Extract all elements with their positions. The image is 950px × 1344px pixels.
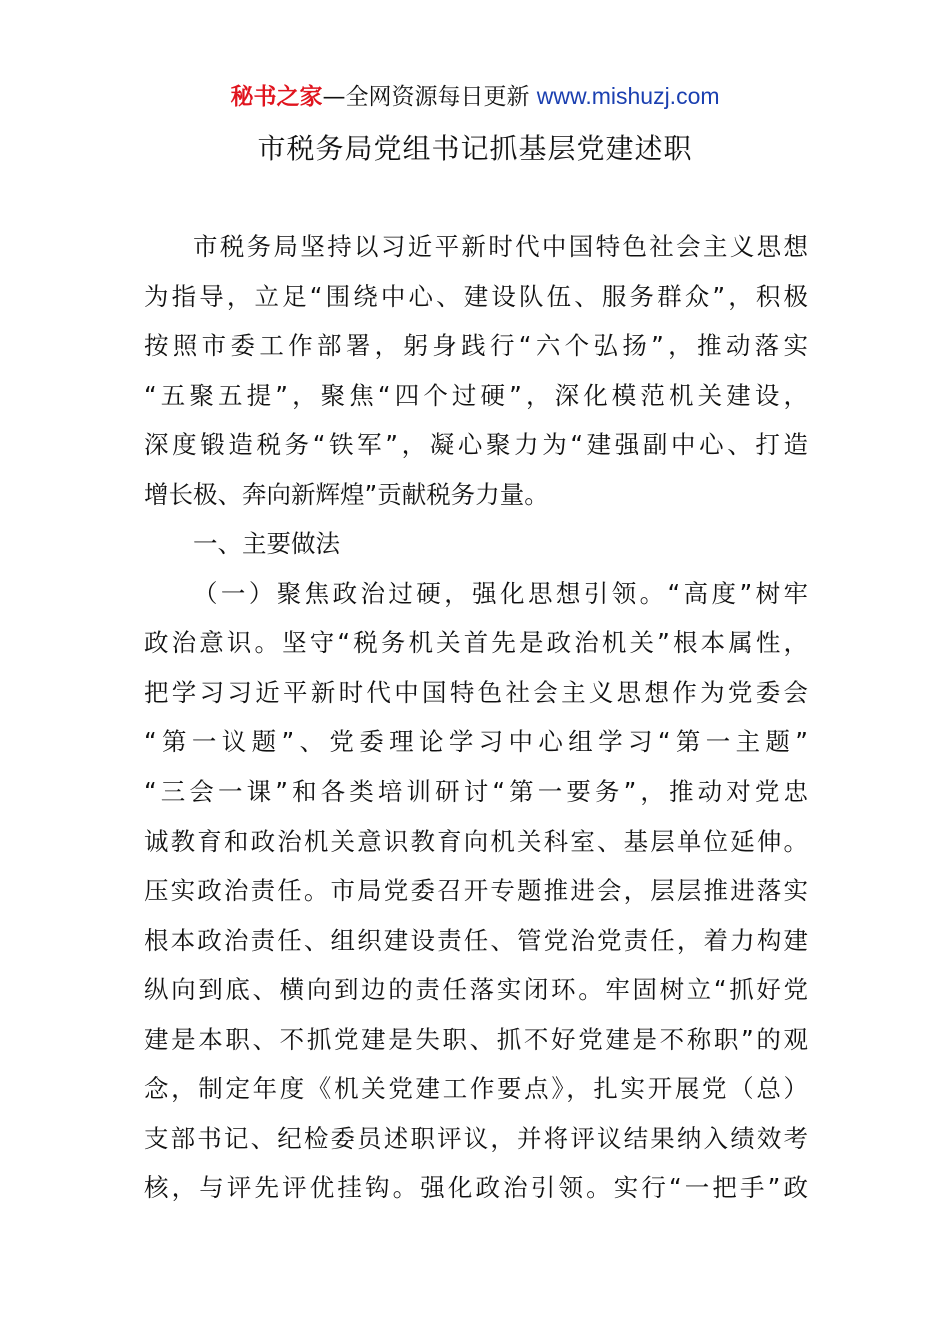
- body-line: 增长极、奔向新辉煌”贡献税务力量。: [144, 479, 549, 509]
- document-body: [144, 222, 808, 1213]
- subsection-heading-line: （一）聚焦政治过硬，强化思想引领。“高度”树牢: [193, 578, 808, 608]
- body-line: 纵向到底、横向到边的责任落实闭环。牢固树立“抓好党: [144, 975, 808, 1005]
- site-brand: 秘书之家: [230, 84, 323, 110]
- body-line: 把学习习近平新时代中国特色社会主义思想作为党委会: [144, 677, 808, 707]
- body-line: 为指导，立足“围绕中心、建设队伍、服务群众”，积极: [144, 281, 808, 311]
- document-title: 市税务局党组书记抓基层党建述职: [257, 132, 693, 165]
- body-line: 政治意识。坚守“税务机关首先是政治机关”根本属性，: [144, 628, 808, 658]
- body-line: 市税务局坚持以习近平新时代中国特色社会主义思想: [193, 232, 808, 261]
- site-header: [0, 80, 950, 113]
- body-line: 念，制定年度《机关党建工作要点》，扎实开展党（总）: [144, 1074, 808, 1104]
- body-line: 核，与评先评优挂钩。强化政治引领。实行“一把手”政: [144, 1173, 808, 1203]
- body-line: 根本政治责任、组织建设责任、管党治党责任，着力构建: [144, 925, 808, 955]
- body-line: 按照市委工作部署，躬身践行“六个弘扬”，推动落实: [144, 331, 808, 361]
- body-line: 建是本职、不抓党建是失职、抓不好党建是不称职”的观: [144, 1024, 808, 1054]
- site-url-link[interactable]: www.mishuzj.com: [536, 83, 720, 109]
- body-line: 诚教育和政治机关意识教育向机关科室、基层单位延伸。: [144, 826, 808, 856]
- body-line: 支部书记、纪检委员述职评议，并将评议结果纳入绩效考: [144, 1123, 808, 1153]
- body-line: “三会一课”和各类培训研讨“第一要务”，推动对党忠: [144, 777, 808, 807]
- body-line: “第一议题”、党委理论学习中心组学习“第一主题”: [144, 727, 808, 757]
- body-line: 压实政治责任。市局党委召开专题推进会，层层推进落实: [144, 876, 808, 906]
- section-heading: 一、主要做法: [193, 529, 340, 559]
- body-line: 深度锻造税务“铁军”，凝心聚力为“建强副中心、打造: [144, 430, 808, 460]
- body-line: “五聚五提”，聚焦“四个过硬”，深化模范机关建设，: [144, 380, 808, 410]
- site-tagline: —全网资源每日更新: [322, 84, 537, 110]
